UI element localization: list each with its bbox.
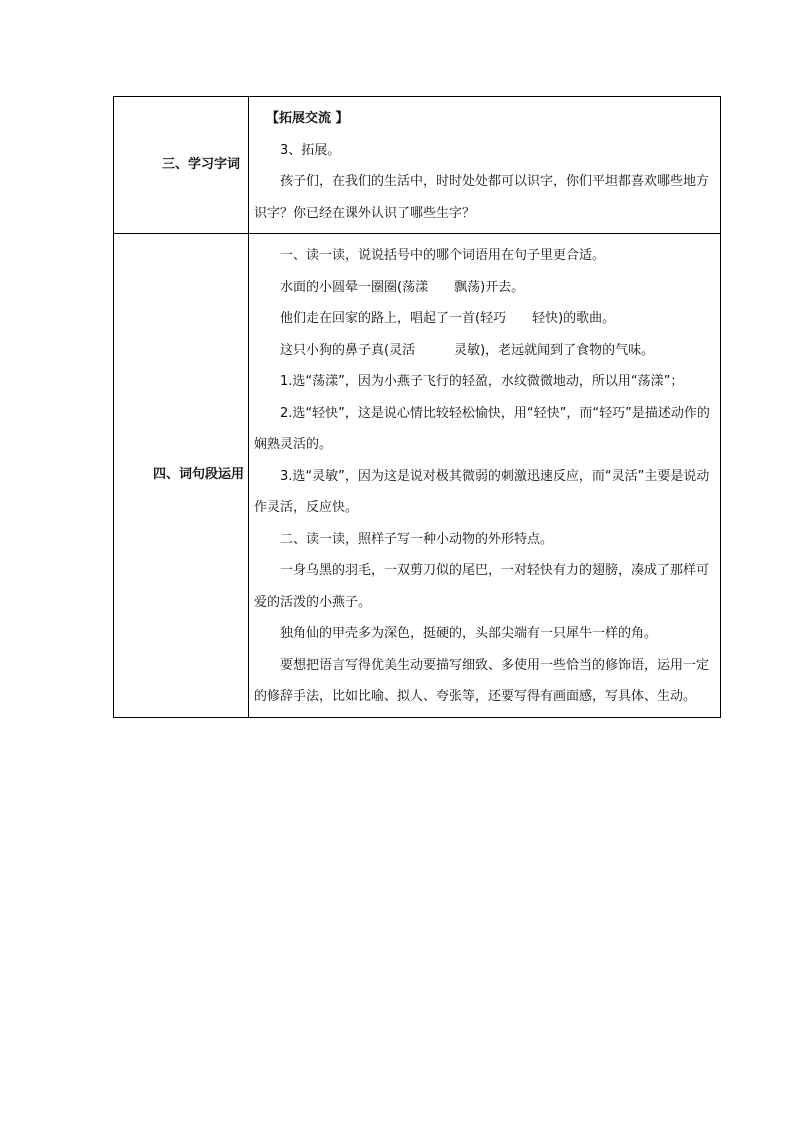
paragraph: 这只小狗的鼻子真(灵活 灵敏)，老远就闻到了食物的气味。 <box>280 342 655 358</box>
section-content <box>249 234 720 717</box>
paragraph: 2.选“轻快”，这是说心情比较轻松愉快，用“轻快”，而“轻巧”是描述动作的娴熟灵活的。 <box>254 405 710 452</box>
row-content-cell <box>249 97 721 234</box>
paragraph: 3.选“灵敏”，因为这是说对极其微弱的刺激迅速反应，而“灵活”主要是说动作灵活，反应快。 <box>254 468 710 515</box>
paragraph: 独角仙的甲壳多为深色，挺硬的，头部尖端有一只犀牛一样的角。 <box>280 626 658 641</box>
row-content-cell <box>249 234 721 718</box>
paragraph: 孩子们，在我们的生活中，时时处处都可以识字，你们平坦都喜欢哪些地方识字？你已经在课外认识了哪些生字？ <box>254 174 710 221</box>
row-label-cell <box>114 97 249 234</box>
paragraph: 要想把语言写得优美生动要描写细致、多使用一些恰当的修饰语，运用一定的修辞手法，比如比喻、拟人、夸张等，还要写得有画面感，写具体、生动。 <box>254 657 710 704</box>
paragraph: 水面的小圆晕一圈圈(荡漾 飘荡)开去。 <box>280 279 525 295</box>
paragraph: 一、读一读，说说括号中的哪个词语用在句子里更合适。 <box>280 248 606 263</box>
paragraph: 二、读一读，照样子写一种小动物的外形特点。 <box>280 531 554 547</box>
table-row-learn-words <box>114 97 721 234</box>
table-row-word-usage <box>114 234 721 718</box>
section-heading: 【拓展交流 】 <box>266 111 349 126</box>
section-label: 三、学习字词 <box>161 157 240 172</box>
paragraph: 一身乌黑的羽毛，一双剪刀似的尾巴，一对轻快有力的翅膀，凑成了那样可爱的活泼的小燕子。 <box>254 563 710 610</box>
paragraph: 1.选“荡漾”，因为小燕子飞行的轻盈，水纹微微地动，所以用“荡漾”； <box>280 374 684 389</box>
row-label-cell <box>114 234 249 718</box>
lesson-table <box>113 96 721 718</box>
paragraph: 他们走在回家的路上，唱起了一首(轻巧 轻快)的歌曲。 <box>280 311 616 326</box>
section-content <box>249 97 720 233</box>
paragraph: 3、拓展。 <box>280 142 341 158</box>
section-label: 四、词句段运用 <box>152 467 244 483</box>
